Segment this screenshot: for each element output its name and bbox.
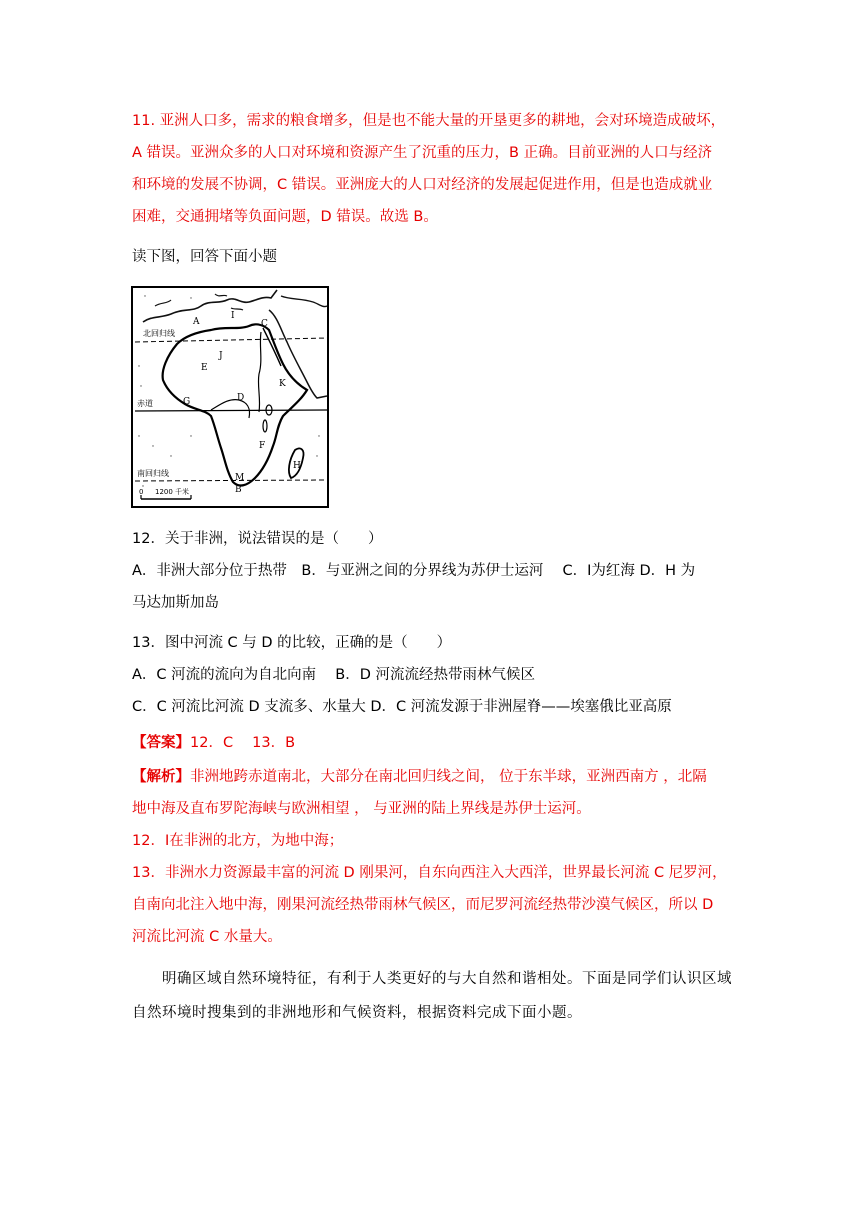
analysis-line2: 地中海及直布罗陀海峡与欧洲相望 ， 与亚洲的陆上界线是苏伊士运河。 (132, 801, 591, 817)
intro-line: 明确区域自然环境特征，有利于人类更好的与大自然和谐相处。下面是同学们认识区域 (132, 971, 732, 987)
question-13 (132, 627, 732, 723)
scale-zero: 0 (139, 488, 144, 496)
label-c: C (261, 319, 268, 329)
analysis-block (132, 761, 732, 953)
read-prompt (132, 241, 732, 273)
label-m: M (235, 473, 245, 483)
label-b: B (235, 485, 242, 495)
q13-stem: 13．图中河流 C 与 D 的比较，正确的是（ ） (132, 635, 452, 651)
scale-label: 1200 千米 (155, 488, 190, 496)
label-k: K (279, 379, 286, 389)
q13-options-ab: A．C 河流的流向为自北向南 B．D 河流流经热带雨林气候区 (132, 667, 535, 683)
label-e: E (201, 363, 208, 373)
analysis-q13-line: 自南向北注入地中海，刚果河流经热带雨林气候区，而尼罗河流经热带沙漠气候区，所以 D (132, 897, 714, 913)
label-f: F (259, 441, 266, 451)
intro-line: 自然环境时搜集到的非洲地形和气候资料，根据资料完成下面小题。 (132, 1005, 582, 1021)
label-tropic-capricorn: 南回归线 (137, 469, 169, 478)
q12-options-cont: 马达加斯加岛 (132, 595, 219, 611)
q11-explanation (132, 105, 732, 233)
answer-block (132, 727, 732, 759)
answer-text: 12．C 13．B (190, 735, 296, 751)
question-12 (132, 523, 732, 619)
analysis-q13-line: 13．非洲水力资源最丰富的河流 D 刚果河，自东向西注入大西洋，世界最长河流 C 尼罗河， (132, 865, 727, 881)
q11-line: 11. 亚洲人口多，需求的粮食增多，但是也不能大量的开垦更多的耕地，会对环境造成破坏， (132, 113, 726, 129)
label-h: H (293, 461, 301, 471)
q11-line: 和环境的发展不协调，C 错误。亚洲庞大的人口对经济的发展起促进作用，但是也造成就业 (132, 177, 713, 193)
intro-paragraph (132, 962, 732, 1030)
analysis-q12-note: 12．Ⅰ在非洲的北方，为地中海； (132, 833, 344, 849)
label-tropic-cancer: 北回归线 (143, 329, 175, 338)
label-j: J (219, 351, 223, 361)
q12-stem: 12．关于非洲，说法错误的是（ ） (132, 531, 383, 547)
answer-tag: 【答案】 (132, 735, 190, 751)
label-a: A (193, 317, 200, 327)
read-prompt-text: 读下图，回答下面小题 (132, 249, 277, 265)
label-i: I (231, 311, 235, 321)
q12-options: A．非洲大部分位于热带 B．与亚洲之间的分界线为苏伊士运河 C．Ⅰ为红海 D．H 为 (132, 563, 696, 579)
label-equator: 赤道 (137, 399, 153, 408)
africa-map (131, 286, 329, 508)
q13-options-cd: C．C 河流比河流 D 支流多、水量大 D．C 河流发源于非洲屋脊——埃塞俄比亚高原 (132, 699, 672, 715)
analysis-q13-line: 河流比河流 C 水量大。 (132, 929, 282, 945)
q11-line: A 错误。亚洲众多的人口对环境和资源产生了沉重的压力，B 正确。目前亚洲的人口与经济 (132, 145, 713, 161)
analysis-tag: 【解析】 (132, 769, 190, 785)
analysis-line1: 非洲地跨赤道南北，大部分在南北回归线之间， 位于东半球，亚洲西南方 ，北隔 (190, 769, 707, 785)
q11-line: 困难，交通拥堵等负面问题，D 错误。故选 B。 (132, 209, 438, 225)
label-g: G (183, 397, 191, 407)
label-d: D (237, 393, 245, 403)
